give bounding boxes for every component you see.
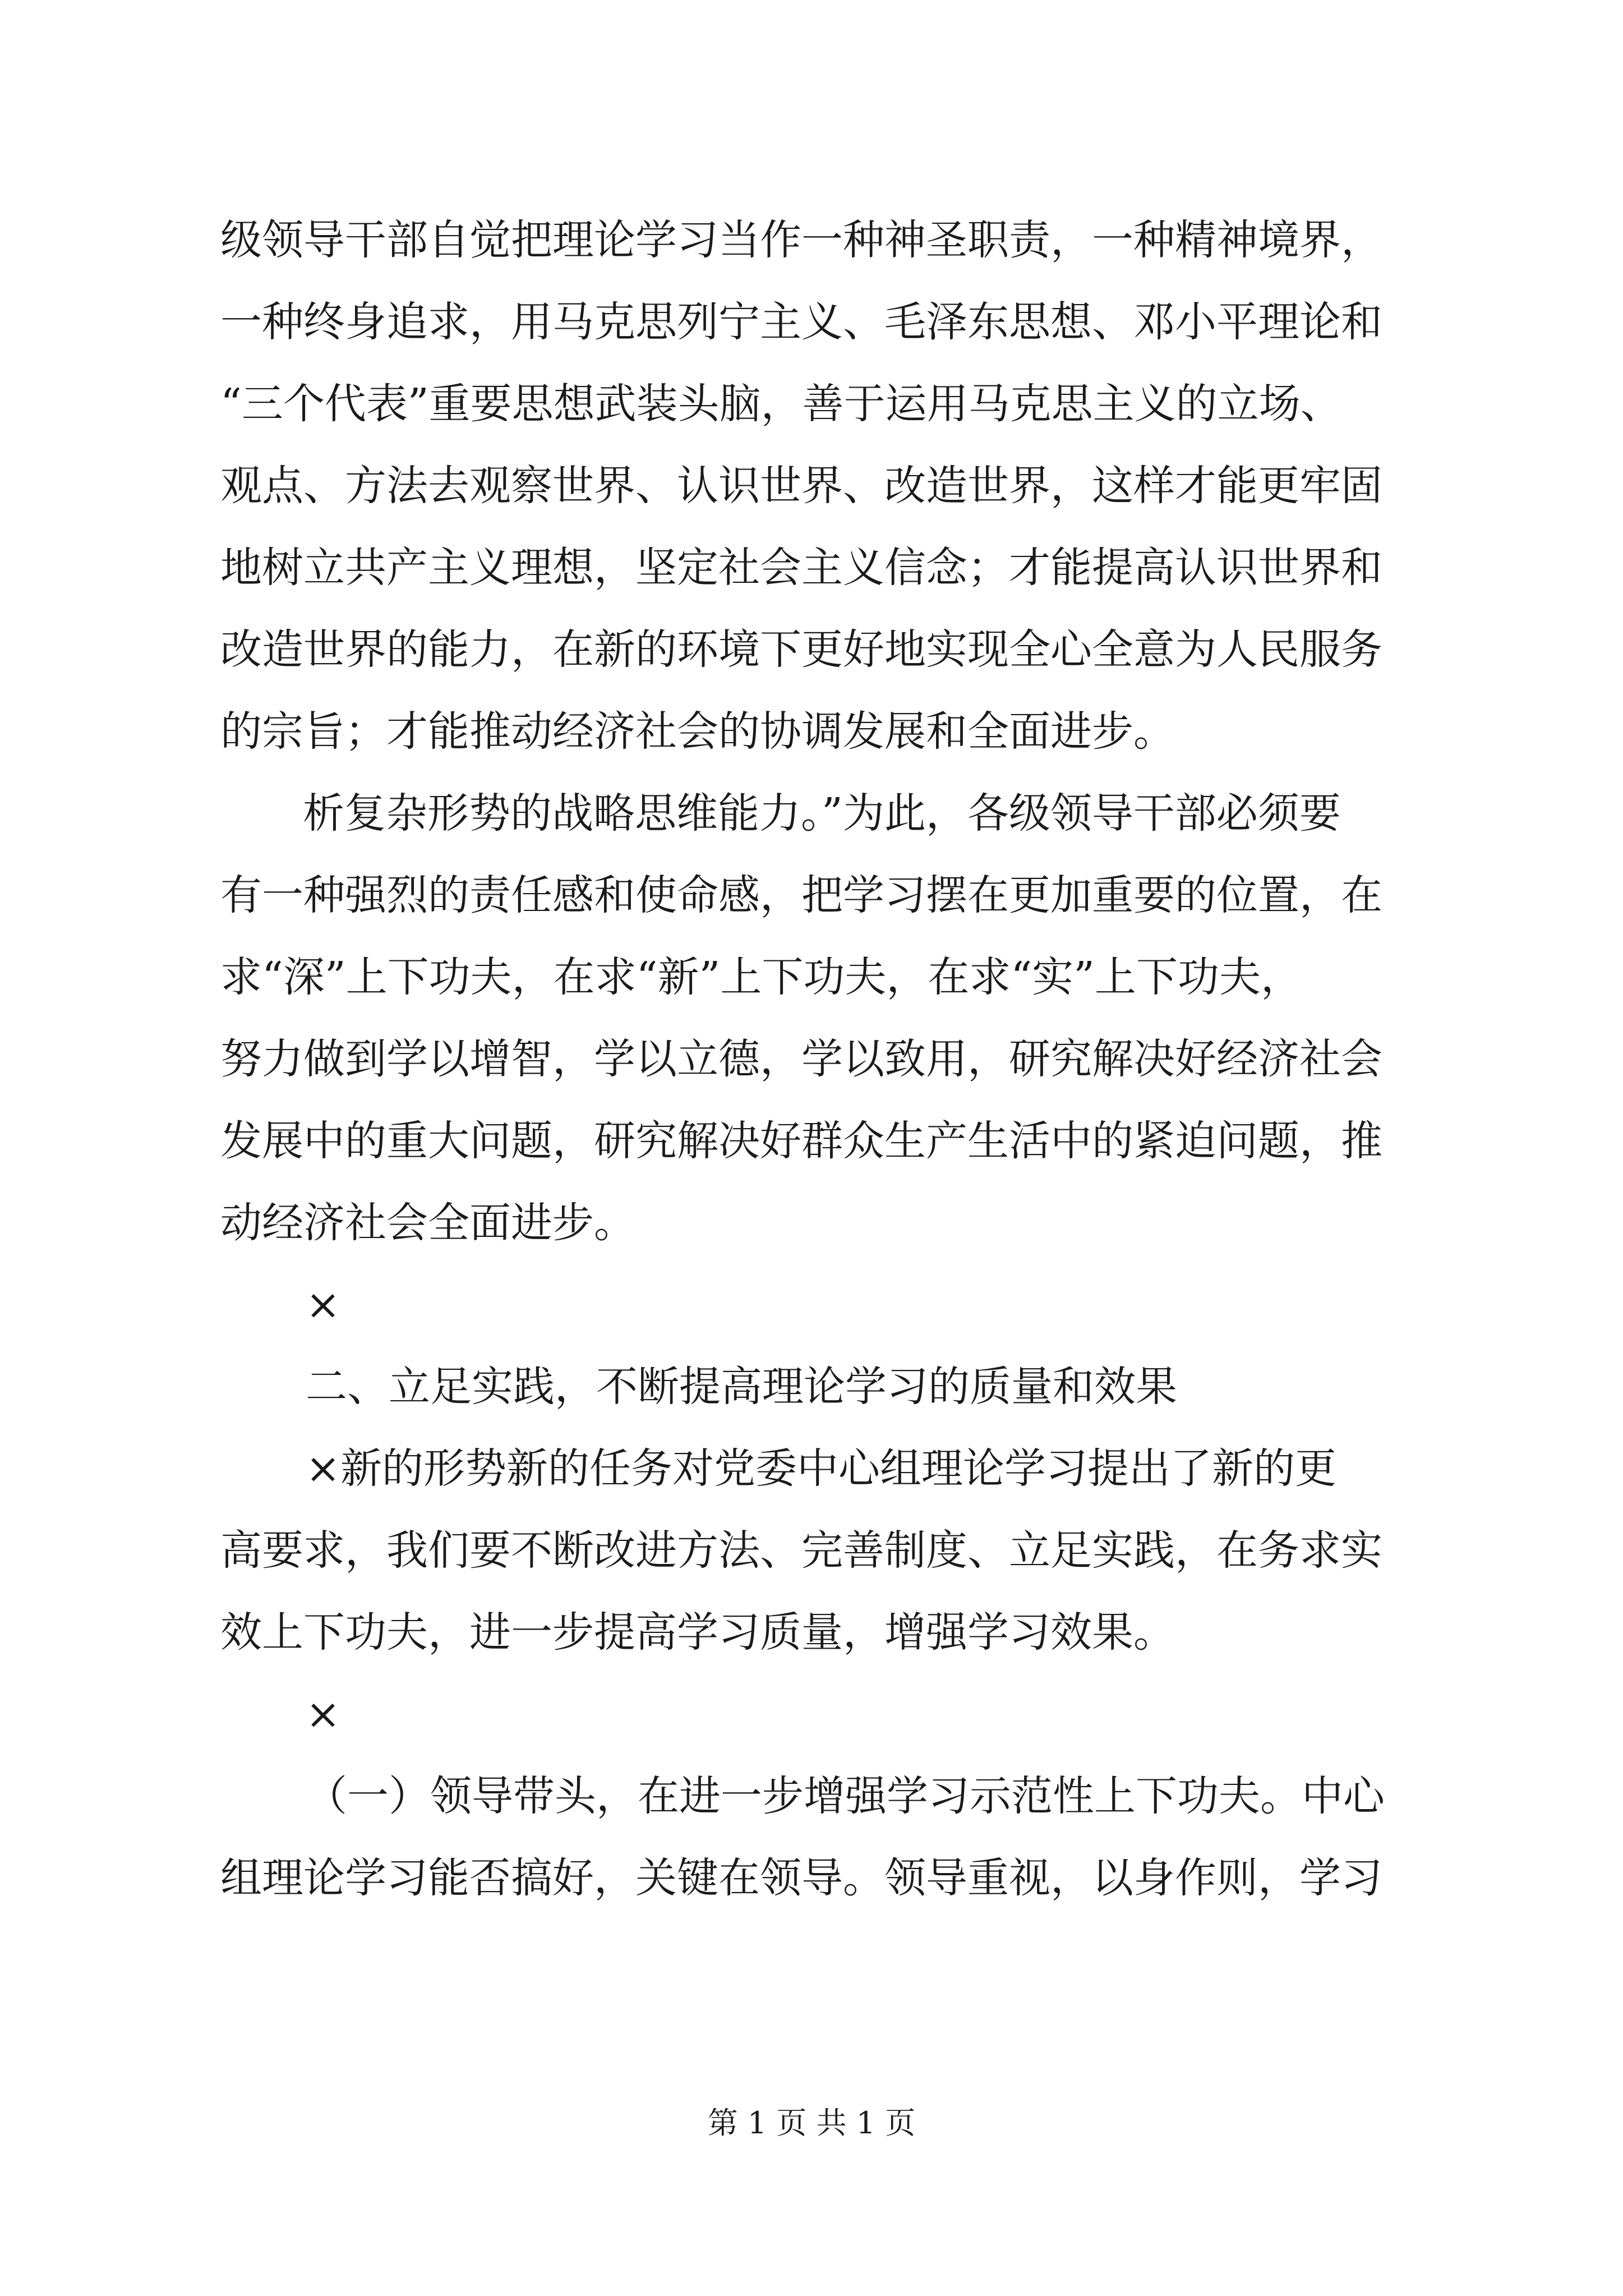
- body-line-13: 动经济社会全面进步。: [220, 1199, 635, 1247]
- body-line-5: 地树立共产主义理想，坚定社会主义信念；才能提高认识世界和: [220, 544, 1382, 592]
- body-line-11: 努力做到学以增智，学以立德，学以致用，研究解决好经济社会: [220, 1035, 1382, 1083]
- section-heading: 二、立足实践，不断提高理论学习的质量和效果: [306, 1363, 1177, 1411]
- body-line-4: 观点、方法去观察世界、认识世界、改造世界，这样才能更牢固: [220, 462, 1382, 510]
- body-line-2: 一种终身追求，用马克思列宁主义、毛泽东思想、邓小平理论和: [220, 298, 1382, 346]
- body-line-3: “三个代表”重要思想武装头脑，善于运用马克思主义的立场、: [220, 380, 1342, 428]
- subsection-line-1: （一）领导带头，在进一步增强学习示范性上下功夫。中心: [306, 1772, 1385, 1820]
- body-line-17: 高要求，我们要不断改进方法、完善制度、立足实践，在务求实: [220, 1526, 1382, 1575]
- body-line-18: 效上下功夫，进一步提高学习质量，增强学习效果。: [220, 1608, 1175, 1657]
- body-line-21: 组理论学习能否搞好，关键在领导。领导重视，以身作则，学习: [220, 1854, 1382, 1902]
- body-line-16: ×新的形势新的任务对党委中心组理论学习提出了新的更: [306, 1444, 1337, 1493]
- page-footer: 第 1 页 共 1 页: [707, 2105, 916, 2141]
- body-line-9: 有一种强烈的责任感和使命感，把学习摆在更加重要的位置，在: [220, 871, 1382, 919]
- body-line-7: 的宗旨；才能推动经济社会的协调发展和全面进步。: [220, 707, 1175, 756]
- body-line-6: 改造世界的能力，在新的环境下更好地实现全心全意为人民服务: [220, 625, 1382, 674]
- body-line-8: 析复杂形势的战略思维能力。”为此，各级领导干部必须要: [303, 789, 1341, 838]
- body-line-12: 发展中的重大问题，研究解决好群众生产生活中的紧迫问题，推: [220, 1117, 1382, 1165]
- separator-mark-2: ×: [306, 1690, 341, 1738]
- separator-mark-1: ×: [306, 1281, 341, 1329]
- body-line-1: 级领导干部自觉把理论学习当作一种神圣职责，一种精神境界，: [220, 216, 1382, 264]
- body-line-10: 求“深”上下功夫，在求“新”上下功夫，在求“实”上下功夫，: [220, 953, 1302, 1001]
